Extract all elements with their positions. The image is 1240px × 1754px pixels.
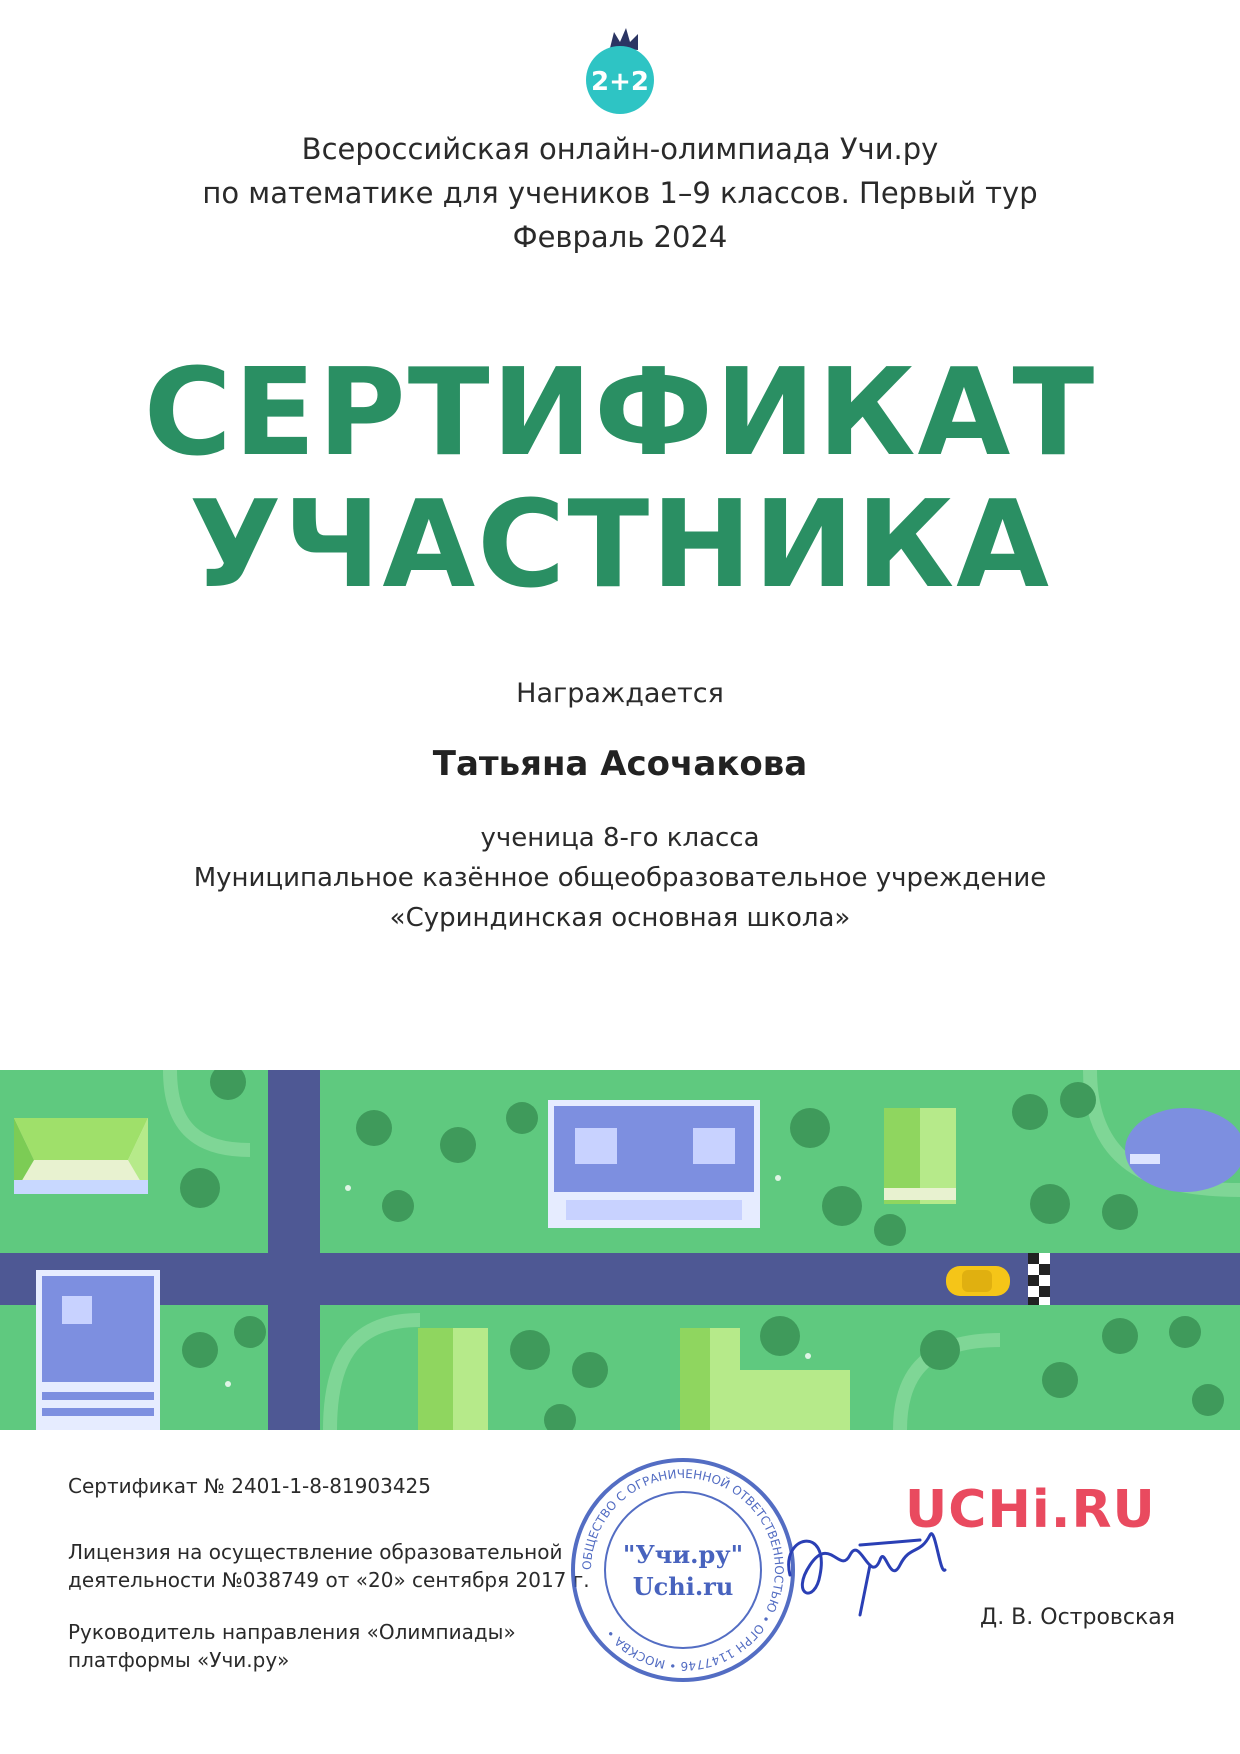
stamp-center-line2: Uchi.ru [632,1572,734,1601]
logo-text: 2+2 [591,67,649,97]
olympiad-date: Февраль 2024 [512,220,728,254]
role-line1: Руководитель направления «Олимпиады» [68,1620,516,1644]
license-line1: Лицензия на осуществление образовательной [68,1540,563,1564]
school-name-line1: Муниципальное казённое общеобразовательное учреждение [193,863,1047,893]
svg-text:ОБЩЕСТВО С ОГРАНИЧЕННОЙ ОТВЕТС [580,1467,786,1673]
stamp-ring-text: ОБЩЕСТВО С ОГРАНИЧЕННОЙ ОТВЕТСТВЕННОСТЬЮ • ОГРН 1147746 • МОСКВА • [579,1466,787,1674]
recipient-name: Татьяна Асочакова [432,744,808,784]
school-name-line2: «Суриндинская основная школа» [389,903,851,933]
role-line2: платформы «Учи.ру» [68,1648,290,1672]
signer-name: Д. В. Островская [980,1605,1175,1630]
certificate-title: СЕРТИФИКАТ [143,344,1097,483]
stamp-center-line1: "Учи.ру" [622,1540,744,1569]
finish-line-icon [1028,1253,1050,1305]
recipient-grade: ученица 8-го класса [480,823,760,853]
brand-logo: UCHi.RU [905,1480,1156,1540]
olympiad-title: Всероссийская онлайн-олимпиада Учи.ру [301,132,939,166]
certificate-subtitle: УЧАСТНИКА [188,476,1052,615]
official-stamp-icon [568,1455,798,1685]
city-illustration [0,1070,1240,1430]
taxi-icon [946,1266,1010,1296]
olympiad-subtitle: по математике для учеников 1–9 классов. Первый тур [202,176,1038,210]
license-line2: деятельности №038749 от «20» сентября 2017 г. [68,1568,590,1592]
awarded-label: Награждается [516,678,724,709]
uchi-logo-icon [580,24,660,114]
certificate-number: Сертификат № 2401-1-8-81903425 [68,1474,432,1498]
